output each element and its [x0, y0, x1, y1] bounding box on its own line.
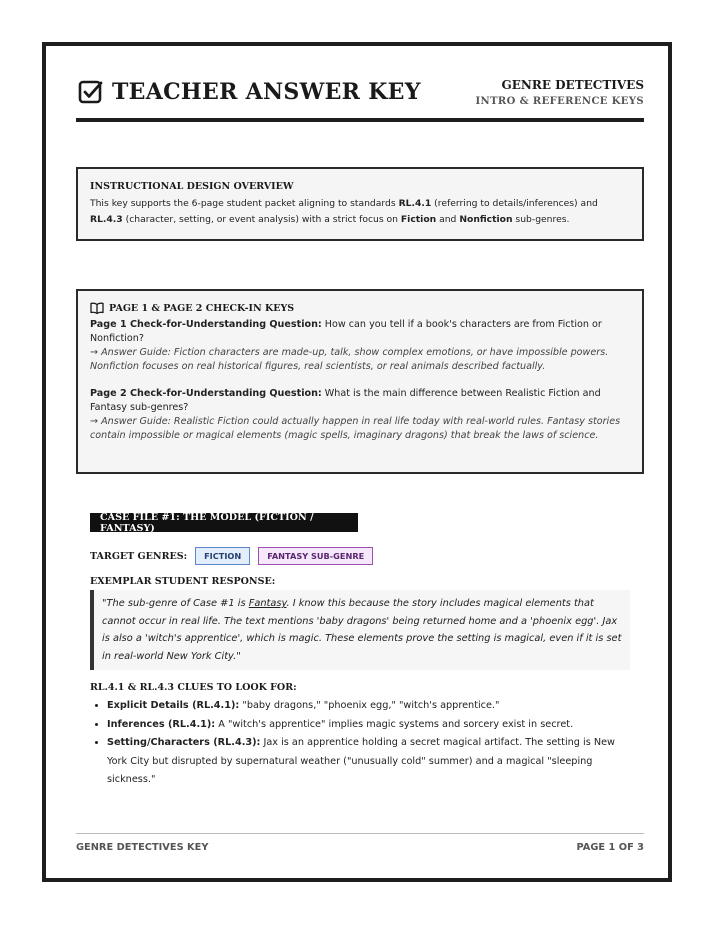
overview-t1: This key supports the 6-page student packet aligning to standards	[90, 198, 399, 209]
badge-fiction: FICTION	[195, 547, 250, 565]
checkbox-check-icon	[78, 79, 104, 105]
header-subtitle: INTRO & REFERENCE KEYS	[475, 96, 644, 107]
overview-box	[76, 167, 644, 241]
genre-nonfiction: Nonfiction	[459, 214, 513, 225]
answer-2: → Answer Guide: Realistic Fiction could actually happen in real life today with real-world rules. Fantasy stories contain impossible or magical elements (magic spells, imaginary dragons) that break the laws of science.	[90, 416, 621, 441]
list-item	[107, 734, 635, 790]
header-divider	[76, 118, 644, 122]
footer-left: GENRE DETECTIVES KEY	[76, 842, 209, 853]
case-file-tag: CASE FILE #1: THE MODEL (FICTION / FANTASY)	[90, 513, 358, 532]
question-1-text: How can you tell if a book's characters are from Fiction or Nonfiction?	[90, 319, 602, 344]
list-item	[107, 716, 635, 735]
checkin-heading-text: PAGE 1 & PAGE 2 CHECK-IN KEYS	[109, 302, 295, 314]
clue-label: Explicit Details (RL.4.1):	[107, 700, 240, 711]
exemplar-quote	[90, 590, 630, 670]
genre-fiction: Fiction	[400, 214, 437, 225]
open-book-icon	[90, 302, 104, 314]
clue-label: Inferences (RL.4.1):	[107, 718, 216, 730]
clues-label: RL.4.1 & RL.4.3 CLUES TO LOOK FOR:	[90, 682, 297, 693]
clues-list	[90, 697, 635, 790]
header-right	[475, 78, 644, 107]
checkin-heading	[90, 302, 630, 314]
quote-text	[102, 595, 622, 665]
quote-pre: "The sub-genre of Case #1 is	[102, 598, 249, 609]
series-name: GENRE DETECTIVES	[501, 78, 644, 92]
exemplar-label: EXEMPLAR STUDENT RESPONSE:	[90, 576, 276, 587]
question-2-label: Page 2 Check-for-Understanding Question:	[90, 388, 322, 399]
clue-text: "baby dragons," "phoenix egg," "witch's apprentice."	[239, 700, 500, 711]
clue-text: Jax is an apprentice holding a secret magical artifact. The setting is New York City but disrupted by supernatural weather ("unusually cold" summer) and a magical "sleeping sickness."	[107, 737, 615, 786]
page-number: PAGE 1 OF 3	[576, 842, 644, 853]
overview-heading: INSTRUCTIONAL DESIGN OVERVIEW	[90, 181, 294, 192]
overview-t5: sub-genres.	[512, 214, 570, 225]
clue-text: A "witch's apprentice" implies magic systems and sorcery exist in secret.	[215, 718, 574, 730]
clue-label: Setting/Characters (RL.4.3):	[107, 737, 261, 749]
quote-key-genre: Fantasy	[248, 598, 287, 609]
list-item	[107, 697, 635, 716]
badge-fantasy: FANTASY SUB-GENRE	[258, 547, 373, 565]
page-title	[78, 78, 421, 106]
footer-divider	[76, 833, 644, 834]
question-2	[90, 387, 630, 415]
target-genres-label: TARGET GENRES:	[90, 550, 188, 562]
checkin-box	[76, 289, 644, 474]
overview-t2: (referring to details/inferences) and	[431, 198, 598, 209]
title-text: TEACHER ANSWER KEY	[112, 79, 421, 105]
standard-rl41: RL.4.1	[398, 198, 432, 209]
answer-1: → Answer Guide: Fiction characters are made-up, talk, show complex emotions, or have impossible powers. Nonfiction focuses on real historical figures, real scientists, or real animals described factually.	[90, 347, 609, 372]
overview-t3: (character, setting, or event analysis) with a strict focus on	[122, 214, 401, 225]
target-genres	[90, 547, 381, 565]
overview-t4: and	[436, 214, 460, 225]
quote-post: . I know this because the story includes magical elements that cannot occur in real life. The text mentions 'baby dragons' being returned home and a 'phoenix egg'. Jax is also a 'witch's apprentice', which is magic. These elements prove the setting is magical, even if it is set in real-world New York City."	[102, 598, 622, 662]
question-2-text: What is the main difference between Realistic Fiction and Fantasy sub-genres?	[90, 388, 601, 413]
standard-rl43: RL.4.3	[90, 214, 123, 225]
question-1	[90, 318, 630, 346]
question-1-label: Page 1 Check-for-Understanding Question:	[90, 319, 322, 330]
overview-text	[90, 196, 630, 228]
